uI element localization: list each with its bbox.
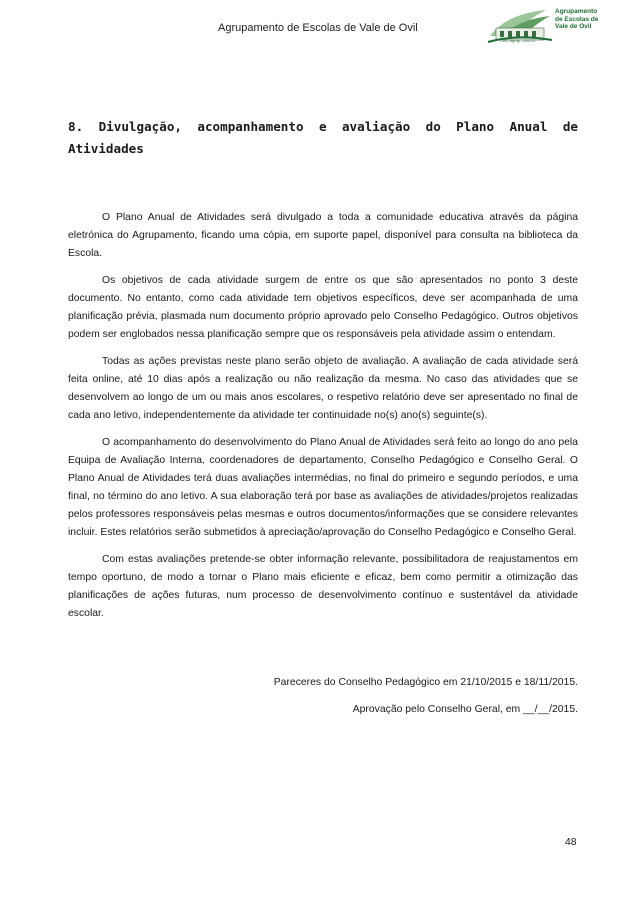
logo-subtext: Cód. Agrup. 150721 bbox=[500, 38, 536, 43]
paragraph-acompanhamento: O acompanhamento do desenvolvimento do Plano Anual de Atividades será feito ao longo do ano pela Equipa de Avaliação Interna, coordenadores de departamento, Conselho Pedagógico e Conselho Geral. O Plano Anual de Atividades terá duas avaliações intermédias, no final do primeiro e segundo períodos, e uma final, no término do ano letivo. A sua elaboração terá por base as avaliações de atividades/projetos realizadas pelos professores responsáveis pelas mesmas e outros documentos/informações que se considere relevantes incluir. Estes relatórios serão submetidos à apreciação/aprovação do Conselho Pedagógico e Conselho Geral. bbox=[68, 437, 578, 538]
section-title-line-2: Atividades bbox=[68, 141, 144, 156]
body-text bbox=[68, 209, 578, 632]
section-title bbox=[68, 116, 578, 160]
pedagogical-council-note: Pareceres do Conselho Pedagógico em 21/10/2015 e 18/11/2015. bbox=[273, 677, 578, 688]
header-title: Agrupamento de Escolas de Vale de Ovil bbox=[218, 22, 418, 34]
page-number: 48 bbox=[565, 837, 577, 848]
logo-text: Agrupamento de Escolas de Vale de Ovil bbox=[555, 8, 599, 30]
paragraph-objetivos: Os objetivos de cada atividade surgem de entre os que são apresentados no ponto 3 deste documento. No entanto, como cada atividade tem objetivos específicos, deve ser acompanhada de uma planificação prévia, plasmada num documento próprio aprovado pelo Conselho Pedagógico. Outros objetivos podem ser englobados nessa planificação sempre que os responsáveis pela atividade assim o entendam. bbox=[68, 275, 578, 340]
paragraph-divulgacao: O Plano Anual de Atividades será divulgado a toda a comunidade educativa através da página eletrónica do Agrupamento, ficando uma cópia, em suporte papel, disponível para consulta na biblioteca da Escola. bbox=[68, 212, 578, 259]
paragraph-reajustamentos: Com estas avaliações pretende-se obter informação relevante, possibilitadora de reajustamentos em tempo oportuno, de modo a tornar o Plano mais eficiente e eficaz, bem como permitir a otimização das planificações de ações futuras, num processo de desenvolvimento contínuo e sustentável da atividade escolar. bbox=[68, 554, 578, 619]
paragraph-avaliacao: Todas as ações previstas neste plano serão objeto de avaliação. A avaliação de cada atividade será feita online, até 10 dias após a realização ou não realização da mesma. No caso das atividades que se desenvolvem ao longo de um ou mais anos escolares, o respetivo relatório deve ser apresentado no final de cada ano letivo, independentemente da atividade ter continuidade no(s) ano(s) seguinte(s). bbox=[68, 356, 578, 421]
general-council-approval: Aprovação pelo Conselho Geral, em __/__/2015. bbox=[352, 704, 578, 715]
section-title-line-1: 8. Divulgação, acompanhamento e avaliação do Plano Anual de bbox=[68, 119, 578, 134]
